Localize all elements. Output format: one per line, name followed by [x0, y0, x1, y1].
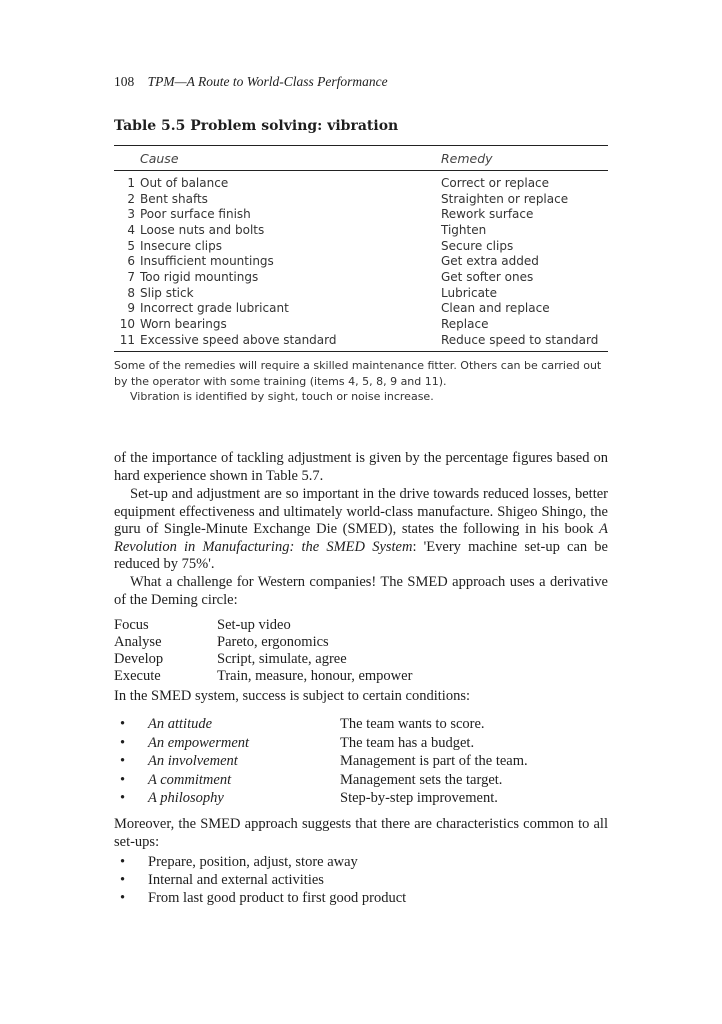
table-row — [114, 192, 608, 208]
row-remedy: Replace — [441, 317, 489, 331]
row-remedy: Reduce speed to standard — [441, 333, 599, 347]
paragraph: Moreover, the SMED approach suggests that there are characteristics common to all set-ups: — [114, 816, 608, 850]
table-row — [114, 176, 608, 192]
condition-detail: Management sets the target. — [340, 772, 503, 788]
row-cause: Worn bearings — [140, 317, 227, 331]
step-detail: Train, measure, honour, empower — [217, 668, 413, 684]
step-detail: Script, simulate, agree — [217, 651, 347, 667]
bullet-icon: • — [120, 753, 126, 769]
row-number: 3 — [127, 207, 135, 221]
table-header-cause: Cause — [140, 151, 179, 166]
row-remedy: Lubricate — [441, 286, 498, 300]
condition-term: A commitment — [148, 772, 232, 788]
row-cause: Slip stick — [140, 286, 194, 300]
condition-term: An involvement — [148, 753, 238, 769]
row-number: 10 — [119, 317, 135, 331]
paragraph-text: Set-up and adjustment are so important in the drive towards reduced losses, better equipment effectiveness and ultimately world-class manufacture. Shigeo Shingo, the guru of Single-Minute Exchange Die (SMED), states the following in his book — [114, 486, 608, 537]
condition-term: A philosophy — [148, 790, 224, 806]
row-cause: Insufficient mountings — [140, 254, 274, 268]
table-row — [114, 254, 608, 270]
table-header-remedy: Remedy — [441, 151, 493, 166]
row-cause: Insecure clips — [140, 239, 222, 253]
table-note-vibration: Vibration is identified by sight, touch or noise increase. — [130, 390, 434, 403]
table-rule-header — [114, 170, 608, 171]
paragraph: What a challenge for Western companies! The SMED approach uses a derivative of the Deming circle: — [114, 574, 608, 608]
row-number: 8 — [127, 286, 135, 300]
paragraph: In the SMED system, success is subject to certain conditions: — [114, 688, 471, 704]
condition-detail: The team has a budget. — [340, 735, 475, 751]
table-note: Some of the remedies will require a skilled maintenance fitter. Others can be carried out by the operator with some training (items 4, 5, 8, 9 and 11). — [114, 359, 602, 388]
row-number: 7 — [127, 270, 135, 284]
step-name: Focus — [114, 617, 149, 633]
table-row — [114, 239, 608, 255]
step-detail: Pareto, ergonomics — [217, 634, 329, 650]
row-cause: Incorrect grade lubricant — [140, 301, 289, 315]
row-cause: Out of balance — [140, 176, 229, 190]
condition-term: An empowerment — [148, 735, 250, 751]
step-name: Analyse — [114, 634, 162, 650]
row-remedy: Get extra added — [441, 254, 539, 268]
book-reference: A Revolution in Manufacturing: the SMED System — [114, 521, 608, 555]
row-number: 5 — [127, 239, 135, 253]
bullet-icon: • — [120, 790, 126, 806]
row-cause: Bent shafts — [140, 192, 208, 206]
table-rule-top — [114, 145, 608, 146]
condition-detail: Management is part of the team. — [340, 753, 528, 769]
paragraph: of the importance of tackling adjustment is given by the percentage figures based on hard experience shown in Table 5.7. — [114, 450, 608, 484]
table-row — [114, 317, 608, 333]
table-row — [114, 270, 608, 286]
row-number: 4 — [127, 223, 135, 237]
row-number: 11 — [119, 333, 135, 347]
book-title: TPM—A Route to World-Class Performance — [147, 74, 388, 89]
row-number: 9 — [127, 301, 135, 315]
table-title: Table 5.5 Problem solving: vibration — [114, 118, 399, 134]
row-remedy: Secure clips — [441, 239, 514, 253]
step-detail: Set-up video — [217, 617, 291, 633]
table-row — [114, 333, 608, 349]
row-cause: Too rigid mountings — [140, 270, 259, 284]
row-cause: Excessive speed above standard — [140, 333, 337, 347]
bullet-icon: • — [120, 872, 126, 888]
paragraph — [114, 486, 608, 574]
row-number: 1 — [127, 176, 135, 190]
characteristic-text: Prepare, position, adjust, store away — [148, 854, 358, 870]
step-name: Execute — [114, 668, 161, 684]
bullet-icon: • — [120, 735, 126, 751]
row-cause: Poor surface finish — [140, 207, 251, 221]
row-remedy: Clean and replace — [441, 301, 550, 315]
running-head — [114, 74, 388, 90]
bullet-icon: • — [120, 772, 126, 788]
row-number: 2 — [127, 192, 135, 206]
table-row — [114, 223, 608, 239]
characteristic-text: Internal and external activities — [148, 872, 324, 888]
row-number: 6 — [127, 254, 135, 268]
step-name: Develop — [114, 651, 164, 667]
bullet-icon: • — [120, 716, 126, 732]
paragraph-text: : 'Every machine set-up can be reduced by 75%'. — [114, 538, 608, 572]
table-row — [114, 207, 608, 223]
page-number: 108 — [114, 74, 135, 89]
row-remedy: Rework surface — [441, 207, 534, 221]
row-remedy: Correct or replace — [441, 176, 550, 190]
condition-detail: The team wants to score. — [340, 716, 485, 732]
table-row — [114, 301, 608, 317]
bullet-icon: • — [120, 890, 126, 906]
characteristic-text: From last good product to first good product — [148, 890, 407, 906]
row-remedy: Tighten — [441, 223, 487, 237]
table-row — [114, 286, 608, 302]
row-remedy: Get softer ones — [441, 270, 534, 284]
bullet-icon: • — [120, 854, 126, 870]
condition-term: An attitude — [148, 716, 213, 732]
row-remedy: Straighten or replace — [441, 192, 569, 206]
condition-detail: Step-by-step improvement. — [340, 790, 498, 806]
row-cause: Loose nuts and bolts — [140, 223, 265, 237]
table-rule-bottom — [114, 351, 608, 352]
